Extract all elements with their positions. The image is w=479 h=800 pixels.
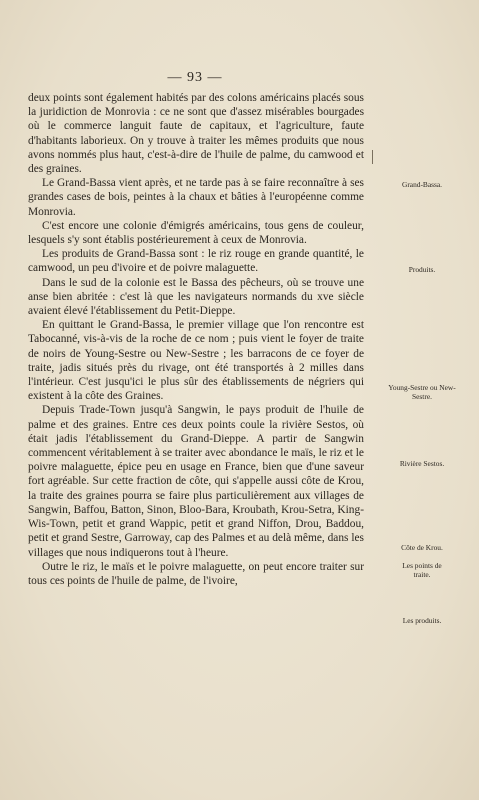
margin-note-riviere-sestos: Rivière Sestos. <box>399 459 445 468</box>
margin-note-produits: Produits. <box>408 265 436 274</box>
margin-note-grand-bassa: Grand-Bassa. <box>401 180 443 189</box>
margin-note-points-de-traite: Les points de traite. <box>402 561 442 579</box>
paragraph-2: Le Grand-Bassa vient après, et ne tarde pas à se faire reconnaître à ses grandes cases de bois, peintes à la chaux et bâties à l'européenne comme Monrovia. <box>28 177 364 218</box>
paragraph-5: Dans le sud de la colonie est le Bassa des pêcheurs, où se trouve une anse bien abritée : c'est là que les navigateurs normands du xve siècle avaient élevé l'établissement du Petit-Dieppe. <box>28 276 364 318</box>
paragraph-4: Les produits de Grand-Bassa sont : le riz rouge en grande quantité, le camwood, un peu d'ivoire et de poivre malaguette. <box>28 248 364 275</box>
paragraph-8: Outre le riz, le maïs et le poivre malaguette, on peut encore traiter sur tous ces points de l'huile de palme, de l'ivoire, <box>28 560 364 587</box>
paragraph-6: En quittant le Grand-Bassa, le premier village que l'on rencontre est Tabocanné, vis-à-vis de la roche de ce nom ; puis vient le foyer de traite de noirs de Young-Sestre ou New-Sestre ; les barracons de ce foyer de traite, jadis situés près du rivage, ont été transportés à 2 milles dans l'intérieur. C'est jusqu'ici le plus sûr des établissements de négriers qui existent à la côte des Graines. <box>28 319 364 403</box>
paragraph-1: deux points sont également habités par des colons américains placés sous la juridiction de Monrovia : ce ne sont que d'assez misérables bourgades où le commerce languit faute de capitaux, et l'agriculture, faute d'habitants laborieux. On y trouve à traiter les mêmes produits que nous avons nommés plus haut, c'est-à-dire de l'huile de palme, du camwood et des graines. <box>28 92 364 176</box>
paragraph-3: C'est encore une colonie d'émigrés américains, tous gens de couleur, lesquels s'y sont établis postérieurement à ceux de Monrovia. <box>28 219 364 247</box>
page-number: — 93 — <box>167 70 223 85</box>
margin-note-young-sestre: Young-Sestre ou New-Sestre. <box>388 383 456 401</box>
margin-note-les-produits: Les produits. <box>402 616 442 625</box>
main-text <box>28 91 364 588</box>
margin-rule-mark <box>372 150 373 164</box>
paragraph-7: Depuis Trade-Town jusqu'à Sangwin, le pays produit de l'huile de palme et des graines. Entre ces deux points coule la rivière Sestos, où était jadis l'établissement du Grand-Dieppe. A partir de Sangwin commencent véritablement à se traiter avec abondance le maïs, le riz et le poivre malaguette, épice peu en usage en France, bien que d'une saveur fort agréable. Sur cette fraction de côte, qui s'appelle aussi côte de Krou, la traite des graines pourra se faire plus particulièrement aux villages de Sangwin, Baffou, Batton, Sinon, Bloo-Bara, Kroubath, Krou-Setra, King-Wis-Town, petit et grand Wappic, petit et grand Niffon, Drou, Baddou, petit et grand Sestre, Garroway, cap des Palmes et au delà même, dans les villages que nous indiquerons tout à l'heure. <box>28 404 364 559</box>
margin-note-cote-de-krou: Côte de Krou. <box>401 543 443 552</box>
